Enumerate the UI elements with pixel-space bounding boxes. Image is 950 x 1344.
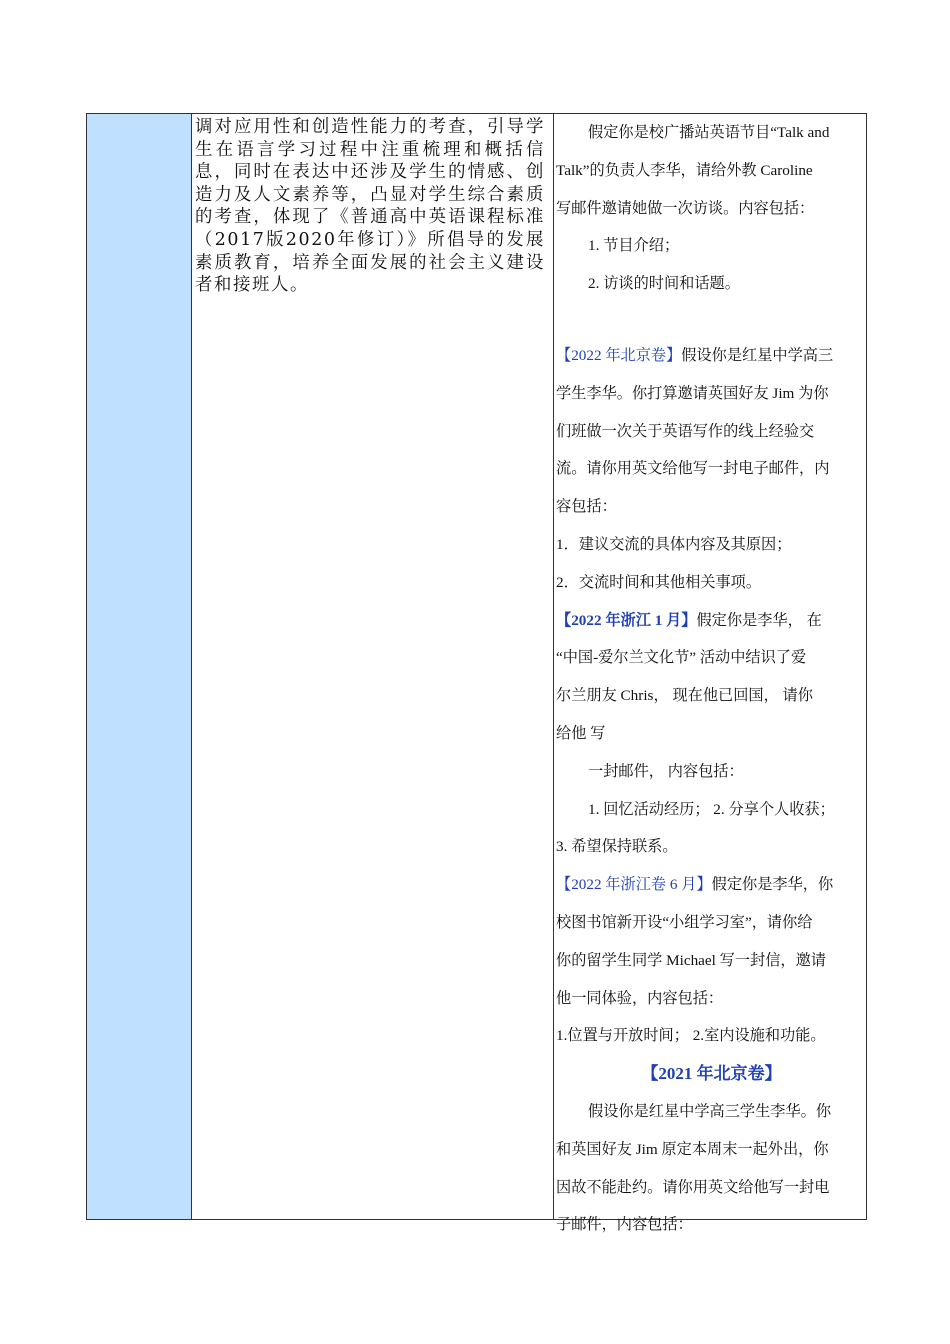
zj2022-jun-line: 他一同体验，内容包括： [556, 989, 724, 1007]
category-cell [87, 114, 192, 1219]
exam-tag-bj2022: 【2022 年北京卷】 [556, 346, 682, 364]
zj2022-jan-line-0: 【2022 年浙江 1 月】假定你是李华， 在 [556, 611, 822, 629]
analysis-cell [192, 114, 554, 1219]
bj2022-line: 容包括： [556, 498, 617, 516]
bj2022-line: 们班做一次关于英语写作的线上经验交 [556, 422, 815, 440]
bj2022-line-0: 【2022 年北京卷】假设你是红星中学高三 [556, 346, 834, 364]
examples-cell [554, 114, 867, 1234]
exam-tag-zj2022-jun: 【2022 年浙江卷 6 月】 [556, 876, 712, 894]
zj2022-jan-line: 一封邮件， 内容包括： [588, 762, 744, 780]
zj2022-jan-line: 给他 写 [556, 724, 606, 742]
bj2022-line: 学生李华。你打算邀请英国好友 Jim 为你 [556, 384, 829, 402]
bj2022-line: 1．建议交流的具体内容及其原因； [556, 535, 792, 553]
zj2022-jan-line: “中国-爱尔兰文化节” 活动中结识了爱 [556, 649, 807, 667]
bj2022-line: 2．交流时间和其他相关事项。 [556, 573, 762, 591]
bj2021-line: 子邮件，内容包括： [556, 1216, 693, 1234]
zj2022-jun-line-0: 【2022 年浙江卷 6 月】假定你是李华，你 [556, 876, 834, 894]
exam-tag-bj2021: 【2021 年北京卷】 [641, 1064, 782, 1084]
bj2021-line: 假设你是红星中学高三学生李华。你 [588, 1102, 831, 1120]
zj2022-jan-line: 尔兰朋友 Chris， 现在他已回国， 请你 [556, 687, 813, 705]
zj2022-jan-line: 3. 希望保持联系。 [556, 838, 678, 856]
zj2022-jun-line: 校图书馆新开设“小组学习室”，请你给 [556, 913, 813, 931]
exam-tag-zj2022-jan: 【2022 年浙江 1 月】 [556, 611, 697, 629]
intro-line: 写邮件邀请她做一次访谈。内容包括： [556, 199, 815, 217]
intro-line: 2. 访谈的时间和话题。 [588, 275, 740, 293]
intro-line: Talk”的负责人李华，请给外教 Caroline [556, 161, 813, 179]
bj2021-line: 因故不能赴约。请你用英文给他写一封电 [556, 1178, 830, 1196]
intro-line: 1. 节目介绍； [588, 237, 680, 255]
zj2022-jun-line: 1.位置与开放时间； 2.室内设施和功能。 [556, 1027, 826, 1045]
analysis-text: 调对应用性和创造性能力的考查，引导学生在语言学习过程中注重梳理和概括信息，同时在表达中还涉及学生的情感、创造力及人文素养等，凸显对学生综合素质的考查，体现了《普通高中英语课程标准（2017版2020年修订）》所倡导的发展素质教育，培养全面发展的社会主义建设者和接班人。 [195, 117, 545, 296]
zj2022-jan-line: 1. 回忆活动经历； 2. 分享个人收获； [588, 800, 835, 818]
content-table [86, 113, 867, 1234]
intro-line: 假定你是校广播站英语节目“Talk and [588, 124, 830, 141]
bj2022-line: 流。请你用英文给他写一封电子邮件，内 [556, 460, 830, 478]
bj2021-line: 和英国好友 Jim 原定本周末一起外出，你 [556, 1140, 829, 1158]
zj2022-jun-line: 你的留学生同学 Michael 写一封信，邀请 [556, 951, 826, 969]
